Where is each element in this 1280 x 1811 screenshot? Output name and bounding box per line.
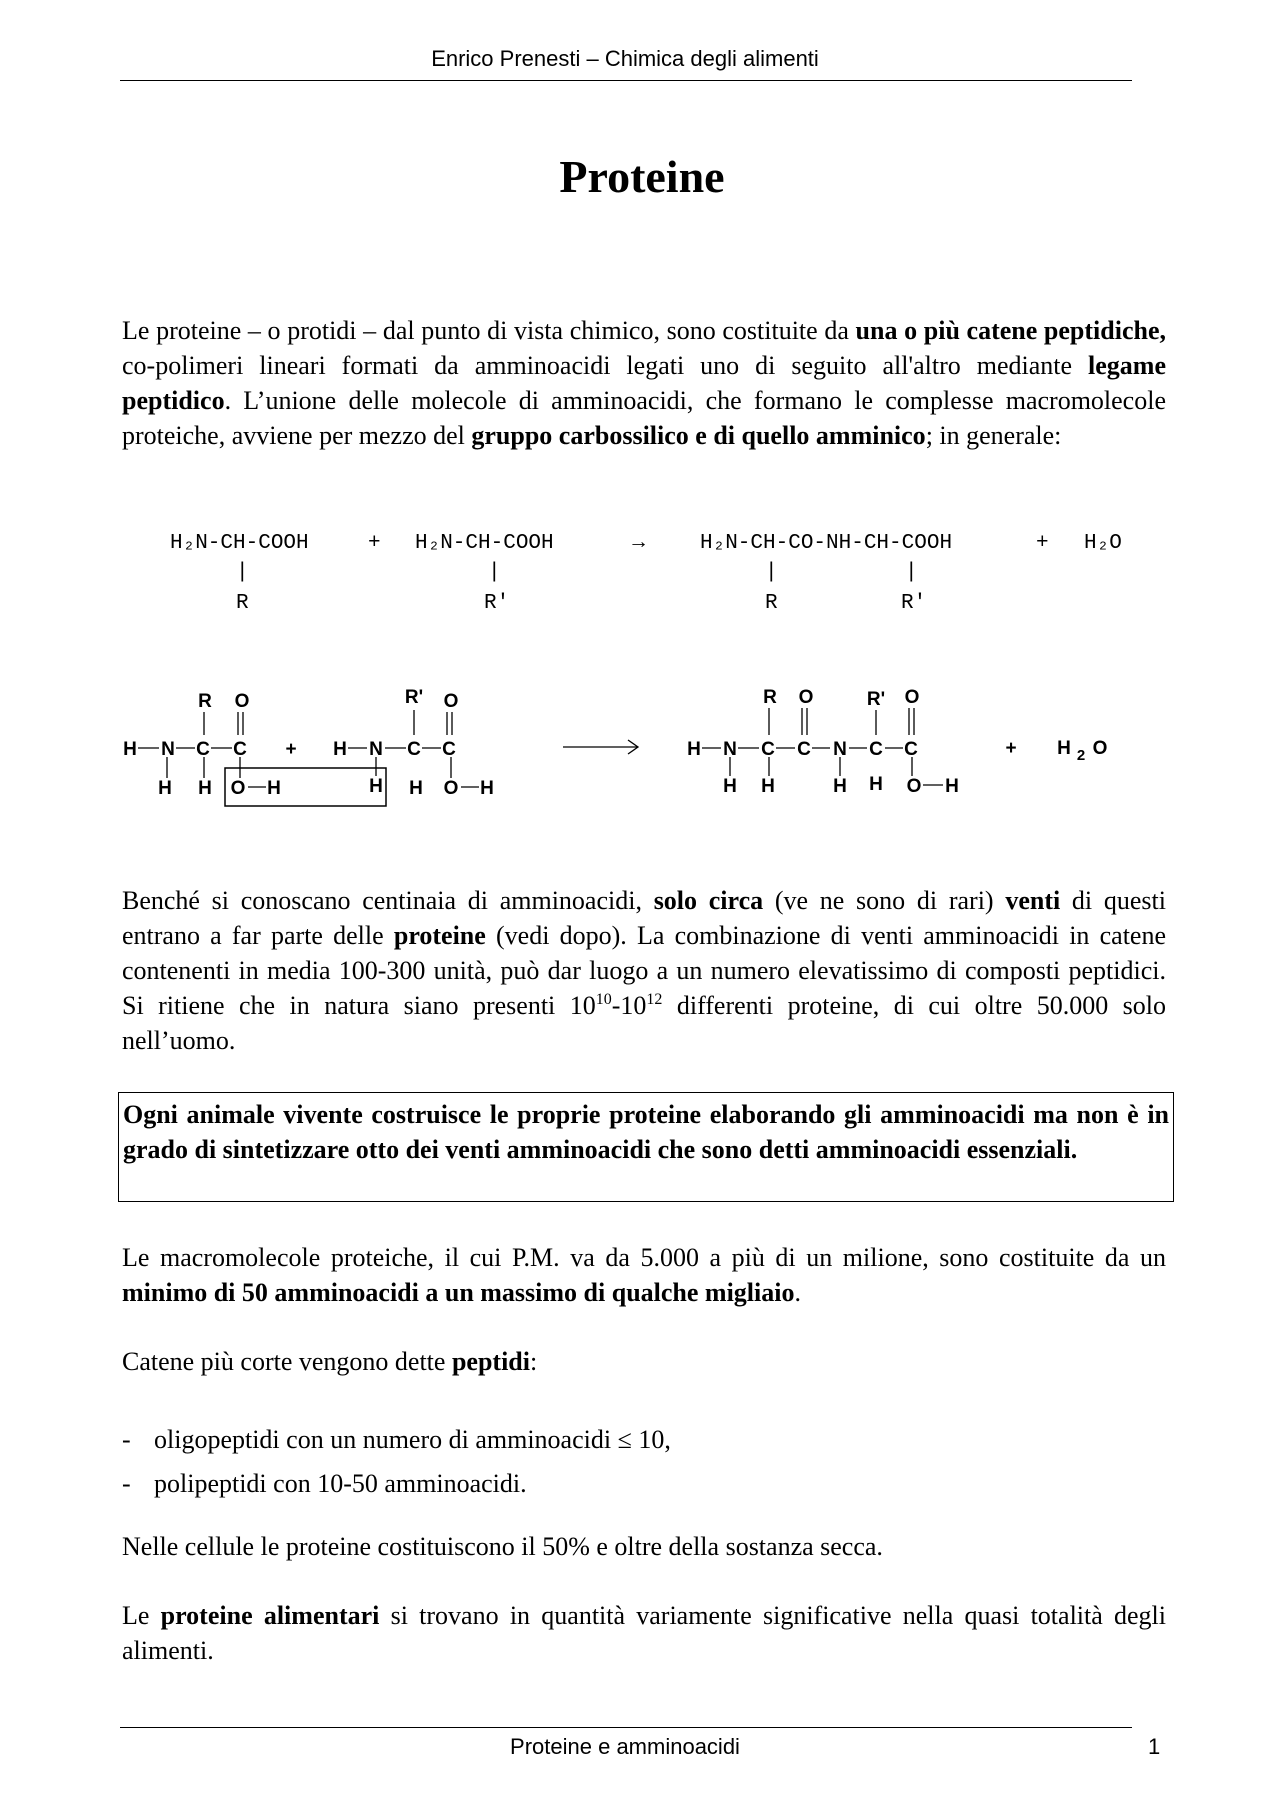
plus-sign: + <box>285 739 297 760</box>
atom-r-prime: R' <box>404 687 424 708</box>
page-footer: Proteine e amminoacidi <box>510 1734 740 1759</box>
eq-plus-1: + <box>368 532 381 555</box>
page-header: Enrico Prenesti – Chimica degli alimenti <box>431 46 819 71</box>
eq-water: H₂O <box>1084 532 1122 555</box>
atom-n: N <box>161 739 175 760</box>
eq-side-chain: R <box>236 592 249 615</box>
atom-o: O <box>230 778 246 799</box>
eq-bond: | <box>488 561 501 584</box>
atom-c: C <box>442 739 456 760</box>
plus-sign: + <box>1005 738 1017 759</box>
page-title: Proteine <box>559 151 725 202</box>
atom-c: C <box>904 739 918 760</box>
eq-side-chain: R' <box>484 592 510 615</box>
atom-n: N <box>369 739 383 760</box>
eq-bond: | <box>905 561 918 584</box>
atom-h: H <box>869 774 883 795</box>
atom-h: H <box>480 778 494 799</box>
atom-r: R <box>763 687 777 708</box>
footer-rule <box>120 1727 1132 1728</box>
atom-o: O <box>443 691 459 712</box>
atom-h: H <box>761 776 775 797</box>
atom-c: C <box>869 739 883 760</box>
atom-h: H <box>267 778 281 799</box>
atom-o: O <box>1092 738 1108 759</box>
molecular-weight-paragraph: Le macromolecole proteiche, il cui P.M. va da 5.000 a più di un milione, sono costituite da un minimo di 50 amminoacidi a un massimo di qualche migliaio. <box>122 1243 1166 1307</box>
atom-h: H <box>198 778 212 799</box>
atom-r-prime: R' <box>866 689 886 710</box>
atom-c: C <box>761 739 775 760</box>
atom-h: H <box>409 778 423 799</box>
structural-formula-diagram <box>118 680 1158 820</box>
food-proteins-paragraph: Le proteine alimentari si trovano in quantità variamente significative nella quasi totalità degli alimenti. <box>122 1601 1167 1665</box>
intro-paragraph: Le proteine – o protidi – dal punto di vista chimico, sono costituite da una o più catene peptidiche, co-polimeri lineari formati da amminoacidi legati uno di seguito all'altro mediante legame peptidico. L’unione delle molecole di amminoacidi, che formano le complesse macromolecole proteiche, avviene per mezzo del gruppo carbossilico e di quello amminico; in generale: <box>122 316 1167 450</box>
atom-c: C <box>196 739 210 760</box>
atom-h: H <box>723 776 737 797</box>
atom-h: H <box>123 739 137 760</box>
cell-proteins-paragraph: Nelle cellule le proteine costituiscono il 50% e oltre della sostanza secca. <box>122 1532 883 1561</box>
eq-reactant-1: H₂N-CH-COOH <box>170 532 309 555</box>
atom-o: O <box>904 687 920 708</box>
amino-acid-paragraph: Benché si conoscano centinaia di amminoacidi, solo circa (ve ne sono di rari) venti di questi entrano a far parte delle proteine (vedi dopo). La combinazione di venti amminoacidi in catene contenenti in media 100-300 unità, può dar luogo a un numero elevatissimo di composti peptidici. Si ritiene che in natura siano presenti $10^{10}-10^{12}$ differenti proteine, di cui oltre 50.000 solo nell’uomo. <box>122 886 1167 1055</box>
eq-side-chain: R <box>765 592 778 615</box>
header-rule <box>120 80 1132 81</box>
atom-h: H <box>945 776 959 797</box>
atom-c: C <box>233 739 247 760</box>
eq-product: H₂N-CH-CO-NH-CH-COOH <box>700 532 953 555</box>
atom-o: O <box>798 687 814 708</box>
essential-amino-acids-callout <box>118 1092 1174 1202</box>
atom-c: C <box>407 739 421 760</box>
eq-reactant-2: H₂N-CH-COOH <box>415 532 554 555</box>
atom-h: H <box>1057 738 1071 759</box>
peptide-list <box>122 1418 1122 1506</box>
peptides-paragraph: Catene più corte vengono dette peptidi: <box>122 1347 538 1376</box>
list-item: - oligopeptidi con un numero di amminoacidi ≤ 10, <box>122 1425 671 1454</box>
subscript-2: 2 <box>1076 747 1086 764</box>
atom-c: C <box>797 739 811 760</box>
callout-text: Ogni animale vivente costruisce le proprie proteine elaborando gli amminoacidi ma non è in grado di sintetizzare otto dei venti amminoacidi che sono detti amminoacidi essenziali. <box>123 1100 1169 1164</box>
atom-r: R <box>198 691 212 712</box>
condensation-equation <box>170 526 1170 626</box>
page-number: 1 <box>1148 1734 1161 1759</box>
eq-plus-2: + <box>1036 532 1049 555</box>
atom-o: O <box>443 778 459 799</box>
atom-o: O <box>906 776 922 797</box>
eq-bond: | <box>765 561 778 584</box>
bonds <box>138 708 943 806</box>
atom-h: H <box>158 778 172 799</box>
eq-arrow: → <box>628 529 649 553</box>
atom-h: H <box>333 739 347 760</box>
atom-n: N <box>833 739 847 760</box>
atom-n: N <box>723 739 737 760</box>
list-item: - polipeptidi con 10-50 amminoacidi. <box>122 1469 527 1498</box>
eq-bond: | <box>236 561 249 584</box>
atom-h: H <box>369 776 383 797</box>
atom-h: H <box>687 739 701 760</box>
eq-side-chain: R' <box>901 592 927 615</box>
atom-h: H <box>833 776 847 797</box>
atom-o: O <box>234 691 250 712</box>
